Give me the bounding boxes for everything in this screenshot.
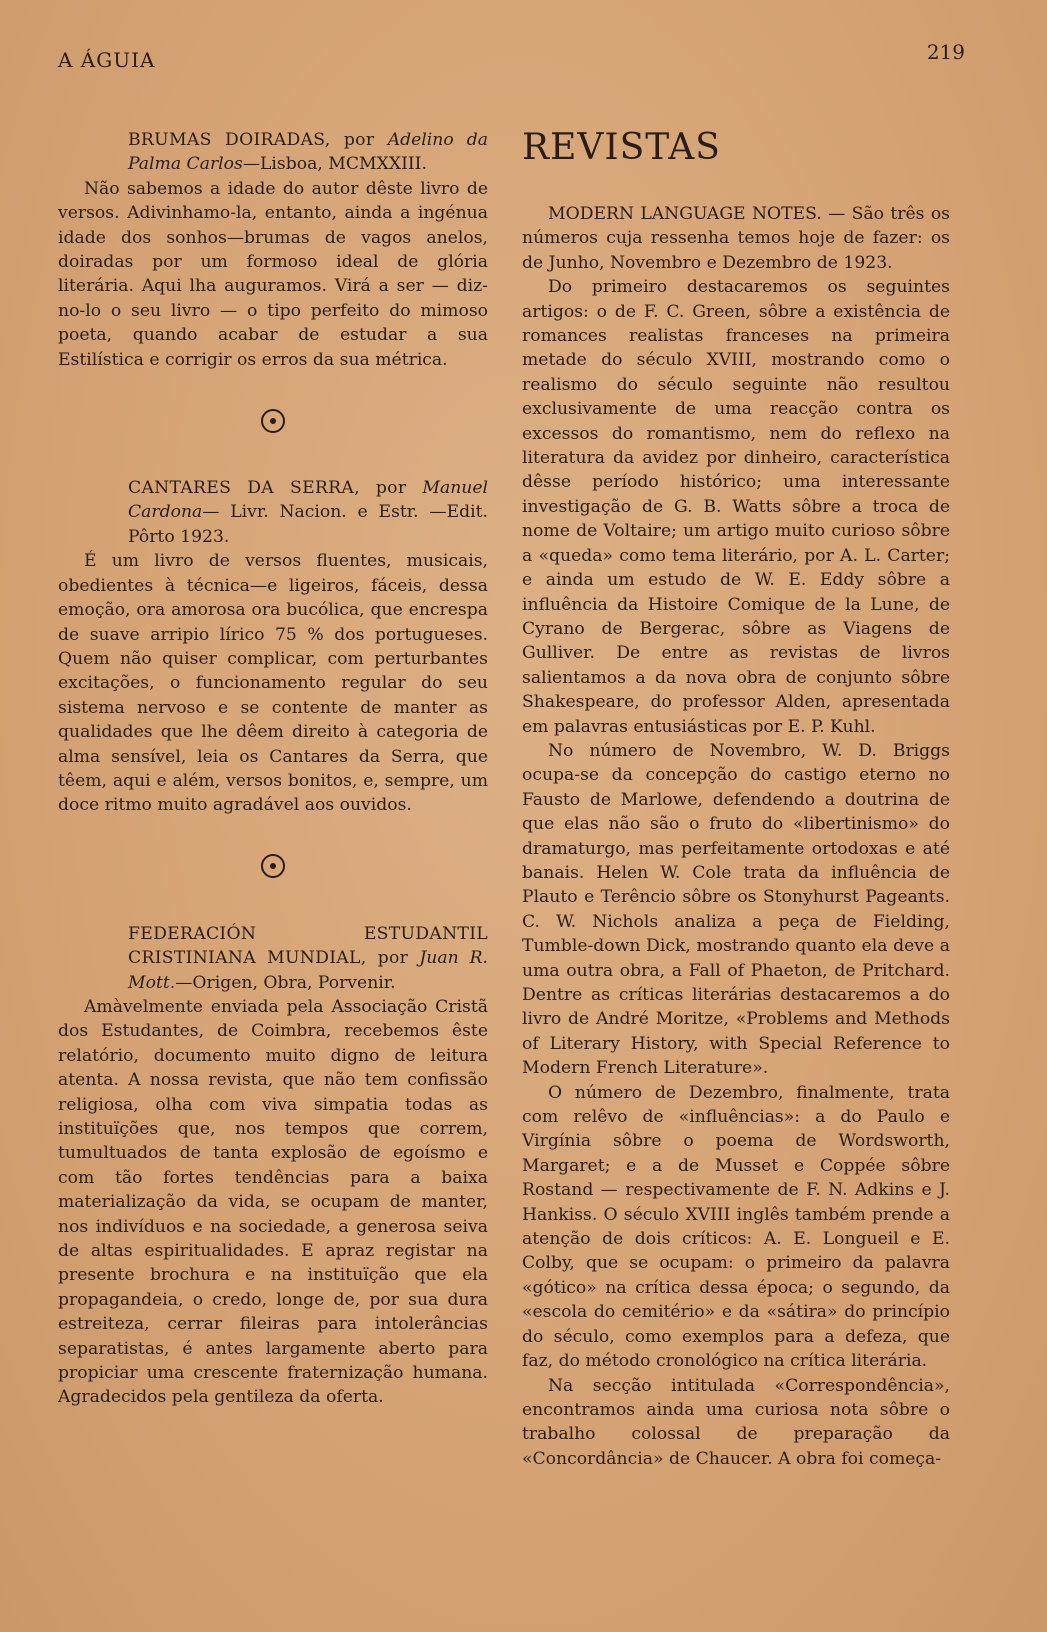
review-author: Manuel Cardona [128,478,488,523]
revistas-paragraph-3: No número de Novembro, W. D. Briggs ocupa-se da concepção do castigo eterno no Fausto de Marlowe, defendendo a doutrina de que elas não são o fruto do «libertinismo» do dramaturgo, mas perfeitamente ortodoxas e até banais. Helen W. Cole trata da influência de Plauto e Terêncio sôbre os Stonyhurst Pageants. C. W. Nichols analiza a peça de Fielding, Tumble-down Dick, mostrando quanto ela deve a uma outra obra, a Fall of Phaeton, de Pritchard. Dentre as críticas literárias destacaremos a do livro de André Moritze, «Problems and Methods of Literary History, with Special Reference to Modern French Literature». [522,740,950,1079]
review-heading-federacion: FEDERACIÓN ESTUDANTIL CRISTINIANA MUNDIAL, por Juan R. Mott.—Origen, Obra, Porvenir. [128,923,488,993]
left-column [58,128,488,1410]
revistas-paragraph-4: O número de Dezembro, finalmente, trata com relêvo de «influências»: a do Paulo e Virgínia sôbre o poema de Wordsworth, Margaret; e a de Musset e Coppée sôbre Rostand — respectivamente de F. N. Adkins e J. Hankiss. O século XVIII inglês também prende a atenção de dois críticos: A. E. Longueil e E. Colby, que se ocupam: o primeiro da palavra «gótico» na crítica dessa época; o segundo, da «escola do cemitério» e da «sátira» do princípio do século, como exemplos para a defeza, que faz, do método cronológico na crítica literária. [522,1082,950,1372]
revistas-paragraph-5: Na secção intitulada «Correspondência», encontramos ainda uma curiosa nota sôbre o trabalho colossal de preparação da «Concordância» de Chaucer. A obra foi começa- [522,1375,950,1469]
section-title: REVISTAS [522,127,721,168]
right-column [522,128,950,1471]
review-body-federacion: Amàvelmente enviada pela Associação Cristã dos Estudantes, de Coimbra, recebemos êste relatório, documento muito digno de leitura atenta. A nossa revista, que não tem confissão religiosa, olha com viva simpatia todas as instituïções que, nos tempos que correm, tumultuados de tanta explosão de egoísmo e com tão fortes tendências para a baixa materialização da vida, se ocupam de manter, nos indivíduos e na sociedade, a generosa seiva de altas espiritualidades. E apraz registar na presente brochura e na instituïção que ela propagandeia, o credo, longe de, por sua dura estreiteza, cerrar fileiras para intolerâncias separatistas, é antes largamente aberto para propiciar uma crescente fraternização humana. Agradecidos pela gentileza da oferta. [58,996,488,1408]
revistas-paragraph-1: MODERN LANGUAGE NOTES. — São três os números cuja ressenha temos hoje de fazer: os de Junho, Novembro e Dezembro de 1923. [522,204,950,273]
circle-dot-icon [261,854,285,878]
running-head: A ÁGUIA [58,48,156,72]
review-heading-cantares: CANTARES DA SERRA, por Manuel Cardona— Livr. Nacion. e Estr. —Edit. Pôrto 1923. [128,478,488,547]
section-divider [58,402,488,436]
review-author: Adelino da Palma Carlos [128,130,488,175]
review-heading-brumas: BRUMAS DOIRADAS, por Adelino da Palma Carlos—Lisboa, MCMXXIII. [128,130,488,175]
review-body-brumas: Não sabemos a idade do autor dêste livro de versos. Adivinhamo-la, entanto, ainda a ingénua idade dos sonhos—brumas de vagos anelos, doiradas por um formoso ideal de glória literária. Aqui lha auguramos. Virá a ser — diz-no-lo o seu livro — o tipo perfeito do mimoso poeta, quando acabar de estudar a sua Estilística e corrigir os erros da sua métrica. [58,178,488,370]
section-divider [58,848,488,882]
page-number: 219 [926,40,965,64]
revistas-paragraph-2: Do primeiro destacaremos os seguintes artigos: o de F. C. Green, sôbre a existência de romances realistas franceses na primeira metade do século XVIII, mostrando como o realismo do século seguinte não resultou exclusivamente de uma reacção contra os excessos do romantismo, nem do reflexo na literatura da avidez por dinheiro, característica dêsse período histórico; uma interessante investigação de G. B. Watts sôbre a troca de nome de Voltaire; um artigo muito curioso sôbre a «queda» como tema literário, por A. L. Carter; e ainda um estudo de W. E. Eddy sôbre a influência da Histoire Comique de la Lune, de Cyrano de Bergerac, sôbre as Viagens de Gulliver. De entre as revistas de livros salientamos a da nova obra de conjunto sôbre Shakespeare, do professor Alden, apresentada em palavras entusiásticas por E. P. Kuhl. [522,277,950,737]
review-body-cantares: É um livro de versos fluentes, musicais, obedientes à técnica—e ligeiros, fáceis, dessa emoção, ora amorosa ora bucólica, que encrespa de suave arripio lírico 75 % dos portugueses. Quem não quiser complicar, com perturbantes excitações, o funcionamento regular do seu sistema nervoso e se contente de manter as qualidades que lhe dêem direito à categoria de alma sensível, leia os Cantares da Serra, que têem, aqui e além, versos bonitos, e, sempre, um doce ritmo muito agradável aos ouvidos. [58,551,488,816]
circle-dot-icon [261,409,285,433]
review-author: Juan R. Mott. [128,948,488,993]
